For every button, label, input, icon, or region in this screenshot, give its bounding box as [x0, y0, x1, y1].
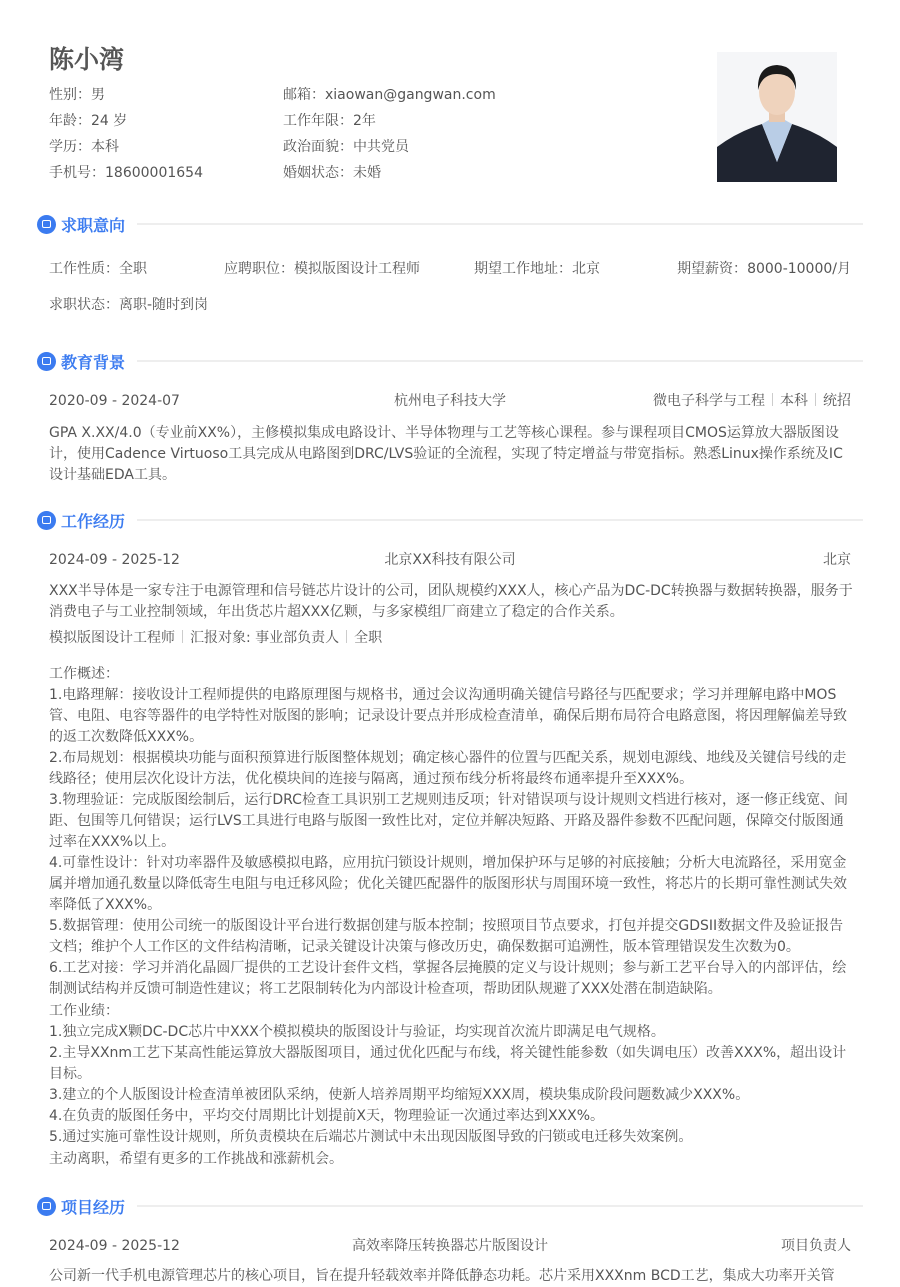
intent-value: 离职-随时到岗: [119, 297, 209, 313]
document-icon: [37, 1197, 56, 1216]
job-intent: [49, 259, 851, 331]
achievement-item: 4.在负责的版图任务中，平均交付周期比计划提前X天，物理验证一次通过率达到XXX%。: [49, 1108, 605, 1124]
political-value: 中共党员: [353, 139, 409, 155]
personal-info: [49, 84, 609, 188]
divider: [137, 1205, 863, 1207]
email-label: 邮箱：: [283, 87, 325, 103]
age-label: 年龄：: [49, 113, 91, 129]
achievement-item: 2.主导XXnm工艺下某高性能运算放大器版图项目，通过优化匹配与布线，将关键性能参数（如失调电压）改善XXX%，超出设计目标。: [49, 1045, 847, 1082]
work-city: 北京: [823, 552, 851, 568]
political-label: 政治面貌：: [283, 139, 353, 155]
divider: [137, 223, 863, 225]
intent-label: 应聘职位：: [224, 261, 294, 277]
intent-label: 工作性质：: [49, 261, 119, 277]
work-overview: [49, 664, 853, 1000]
divider: [137, 519, 863, 521]
overview-item: 2.布局规划：根据模块功能与面积预算进行版图整体规划；确定核心器件的位置与匹配关系，规划电源线、地线及关键信号线的走线路径；使用层次化设计方法，优化模块间的连接与隔离，通过预布线分析将最终布通率提升至XXX%。: [49, 750, 847, 787]
profile-photo: [717, 52, 837, 182]
gender-value: 男: [91, 87, 105, 103]
achievements-title: 工作业绩：: [49, 1003, 119, 1019]
marital-label: 婚姻状态：: [283, 165, 353, 181]
email-value: xiaowan@gangwan.com: [325, 87, 496, 103]
degree: 本科: [780, 393, 808, 409]
briefcase-icon: [37, 215, 56, 234]
phone-label: 手机号：: [49, 165, 105, 181]
overview-title: 工作概述：: [49, 666, 119, 682]
overview-item: 5.数据管理：使用公司统一的版图设计平台进行数据创建与版本控制；按照项目节点要求，打包并提交GDSII数据文件及验证报告文档；维护个人工作区的文件结构清晰，记录关键设计决策与修改历史，确保数据可追溯性，版本管理错误发生次数为0。: [49, 918, 844, 955]
section-title: 工作经历: [61, 511, 126, 531]
intent-label: 求职状态：: [49, 297, 119, 313]
candidate-name: 陈小湾: [49, 45, 125, 74]
overview-item: 6.工艺对接：学习并消化晶圆厂提供的工艺设计套件文档，掌握各层掩膜的定义与设计规则；参与新工艺平台导入的内部评估，绘制测试结构并反馈可制造性建议；将工艺限制转化为内部设计检查项，帮助团队规避了XXX处潜在制造缺陷。: [49, 960, 847, 997]
job-type: 全职: [354, 630, 383, 646]
intent-label: 期望薪资：: [677, 261, 748, 277]
section-header-intent: [37, 213, 863, 235]
section-header-project: [37, 1195, 863, 1217]
section-header-work: [37, 509, 863, 531]
work-date: 2024-09 - 2025-12: [49, 552, 180, 568]
section-title: 求职意向: [61, 215, 126, 235]
intent-label: 期望工作地址：: [474, 261, 572, 277]
education-value: 本科: [91, 139, 119, 155]
intent-value: 8000-10000/月: [747, 261, 851, 277]
education-entry-header: [49, 391, 851, 411]
achievement-item: 5.通过实施可靠性设计规则，所负责模块在后端芯片测试中未出现因版图导致的闩锁或电迁移失效案例。: [49, 1129, 693, 1145]
project-role: 项目负责人: [781, 1238, 851, 1254]
achievement-item: 3.建立的个人版图设计检查清单被团队采纳，使新人培养周期平均缩短XXX周，模块集成阶段问题数减少XXX%。: [49, 1087, 750, 1103]
company-name: 北京XX科技有限公司: [384, 552, 516, 568]
project-name: 高效率降压转换器芯片版图设计: [352, 1238, 548, 1254]
overview-item: 3.物理验证：完成版图绘制后，运行DRC检查工具识别工艺规则违反项；针对错误项与设计规则文档进行核对，逐一修正线宽、间距、包围等几何错误；运行LVS工具进行电路与版图一致性比对，定位并解决短路、开路及器件参数不匹配问题，保障交付版图通过率在XXX%以上。: [49, 792, 848, 850]
marital-value: 未婚: [353, 165, 381, 181]
leave-reason: 主动离职，希望有更多的工作挑战和涨薪机会。: [49, 1151, 343, 1167]
gender-label: 性别：: [49, 87, 91, 103]
section-header-education: [37, 350, 863, 372]
intent-value: 模拟版图设计工程师: [294, 261, 420, 277]
project-description: 公司新一代手机电源管理芯片的核心项目，旨在提升轻载效率并降低静态功耗。芯片采用XXXnm BCD工艺，集成大功率开关管: [49, 1268, 835, 1284]
years-value: 2年: [353, 113, 376, 129]
education-label: 学历：: [49, 139, 91, 155]
phone-value: 18600001654: [105, 165, 203, 181]
section-title: 项目经历: [61, 1197, 126, 1217]
job-title: 模拟版图设计工程师: [49, 630, 175, 646]
education-description: GPA X.XX/4.0（专业前XX%），主修模拟集成电路设计、半导体物理与工艺等核心课程。参与课程项目CMOS运算放大器版图设计，使用Cadence Virtuoso工具完成从电路图到DRC/LVS验证的全流程，实现了特定增益与带宽指标。熟悉Linux操作系统及IC设计基础EDA工具。: [49, 425, 843, 483]
overview-item: 4.可靠性设计：针对功率器件及敏感模拟电路，应用抗闩锁设计规则，增加保护环与足够的衬底接触；分析大电流路径，采用宽金属并增加通孔数量以降低寄生电阻与电迁移风险；优化关键匹配器件的版图形状与周围环境一致性，将芯片的长期可靠性测试失效率降低了XXX%。: [49, 855, 847, 913]
overview-item: 1.电路理解：接收设计工程师提供的电路原理图与规格书，通过会议沟通明确关键信号路径与匹配要求；学习并理解电路中MOS管、电阻、电容等器件的电学特性对版图的影响；记录设计要点并形成检查清单，确保后期布局符合电路意图，将因理解偏差导致的返工次数降低XXX%。: [49, 687, 847, 745]
report-to: 汇报对象: 事业部负责人: [190, 630, 340, 646]
work-role-line: [49, 628, 853, 649]
work-entry-header: [49, 550, 851, 570]
divider: [137, 360, 863, 362]
section-title: 教育背景: [61, 352, 126, 372]
age-value: 24 岁: [91, 113, 128, 129]
project-entry-header: [49, 1236, 851, 1256]
project-date: 2024-09 - 2025-12: [49, 1238, 180, 1254]
monitor-icon: [37, 511, 56, 530]
work-achievements: [49, 1001, 853, 1148]
major: 微电子科学与工程: [653, 393, 765, 409]
education-date: 2020-09 - 2024-07: [49, 393, 180, 409]
intent-value: 全职: [119, 261, 147, 277]
company-description: XXX半导体是一家专注于电源管理和信号链芯片设计的公司，团队规模约XXX人，核心产品为DC-DC转换器与数据转换器，服务于消费电子与工业控制领域，年出货芯片超XXX亿颗，与多家模组厂商建立了稳定的合作关系。: [49, 583, 853, 620]
years-label: 工作年限：: [283, 113, 353, 129]
achievement-item: 1.独立完成X颗DC-DC芯片中XXX个模拟模块的版图设计与验证，均实现首次流片即满足电气规格。: [49, 1024, 665, 1040]
school-name: 杭州电子科技大学: [394, 393, 506, 409]
intent-value: 北京: [572, 261, 600, 277]
graduation-cap-icon: [37, 352, 56, 371]
enrollment-type: 统招: [823, 393, 851, 409]
